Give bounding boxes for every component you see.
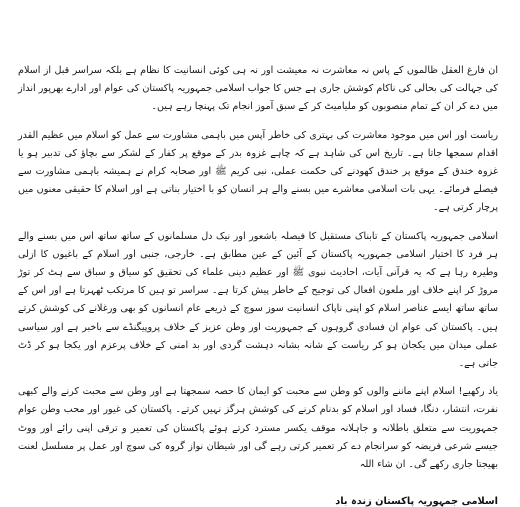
paragraph-1: ان فارغ العقل ظالموں کے پاس نہ معاشرت نہ معیشت اور نہ ہی کوئی انسانیت کا نظام ہے بلکہ سراسر قبل از اسلام کی جہالت کی بحالی کی ناکام کوشش جاری ہے جس کا جواب اسلامی جمہوریہ پاکستان کی عوام اور ادارے بھرپور انداز میں دے کر ان کے تمام منصوبوں کو ملیامیٹ کر کے سبق آموز انجام تک پہنچا رہے ہیں۔	[18, 65, 498, 113]
closing-slogan: اسلامی جمہوریہ پاکستان زندہ باد	[335, 496, 498, 507]
paragraph-3: اسلامی جمہوریہ پاکستان کے تابناک مستقبل کا فیصلہ باشعور اور نیک دل مسلمانوں کے ساتھ ساتھ اس میں بسنے والے ہر فرد کا اختیار اسلامی جمہوریہ پاکستان کے آئین کے عین مطابق ہے۔ خارجی، جنبی اور اسلام کے باغیوں کا ازلی وطیرہ رہا ہے کہ یہ قرآنی آیات، احادیث نبوی ﷺ اور عظیم دینی علماء کی تحقیق کو سیاق و سباق سے ہٹ کر توڑ مروڑ کر اپنے خلاف اور ملعون افعال کی توجیح کے خاطر پیش کرتا ہے۔ سراسر تو ہین کا مرتکب ٹھہرتا ہے اور اس کے ساتھ ساتھ ایسے عناصر اسلام کو اپنی ناپاک انسانیت سوز سوچ کے ذریعے عام انسانوں کو بھی ورغلانے کی کوشش کرتے ہیں۔ پاکستان کی عوام ان فسادی گروہوں کے جمہوریت اور وطن عزیز کے خلاف پروپیگنڈے سے باخبر ہے اور سیاسی عملی میدان میں یکجان ہو کر ریاست کے شانہ بشانہ دہشت گردی اور بد امنی کے خلاف پرعزم اور یکجا ہو کر ڈٹ جاتی ہے۔	[18, 230, 498, 370]
paragraph-4: یاد رکھیے! اسلام اپنے ماننے والوں کو وطن سے محبت کو ایمان کا حصہ سمجھتا ہے اور وطن سے محبت کرنے والے کبھی نفرت، انتشار، دنگا، فساد اور اسلام کو بدنام کرنے کی کوشش ہرگز نہیں کرتے۔ پاکستان کی غیور اور محب وطن عوام جمہوریت سے متعلق باطلانہ و جاہلانہ موقف یکسر مسترد کرتے ہوئے پاکستان کی تعمیر و ترقی اپنی رائے اور ووٹ جیسے شرعی فریضہ کو سرانجام دے کر تعمیر کرتی رہے گی اور شیطان نواز گروہ کی سوچ اور عمل پر مسلسل لعنت بھیجتا جاری رکھے گی۔ ان شاء اللہ	[18, 386, 498, 471]
paragraph-2: ریاست اور اس میں موجود معاشرت کی بہتری کی خاطر آپس میں باہمی مشاورت سے عمل کو اسلام میں عظیم القدر اقدام سمجھا جاتا ہے۔ تاریخ اس کی شاہد ہے کہ چاہے غزوہ بدر کے موقع پر کفار کے لشکر سے بچاؤ کی تدبیر ہو یا غزوہ خندق کے موقع پر خندق کھودنے کی حکمت عملی، نبی کریم ﷺ اور صحابہ کرام نے ہمیشہ باہمی مشاورت سے فیصلے فرمائے۔ یہی بات اسلامی معاشرے میں بسنے والے ہر انسان کو با اختیار بناتی ہے اور اسلام کا حقیقی معنوں میں پرچار کرتی ہے۔	[18, 129, 498, 214]
document-body	[18, 62, 498, 474]
